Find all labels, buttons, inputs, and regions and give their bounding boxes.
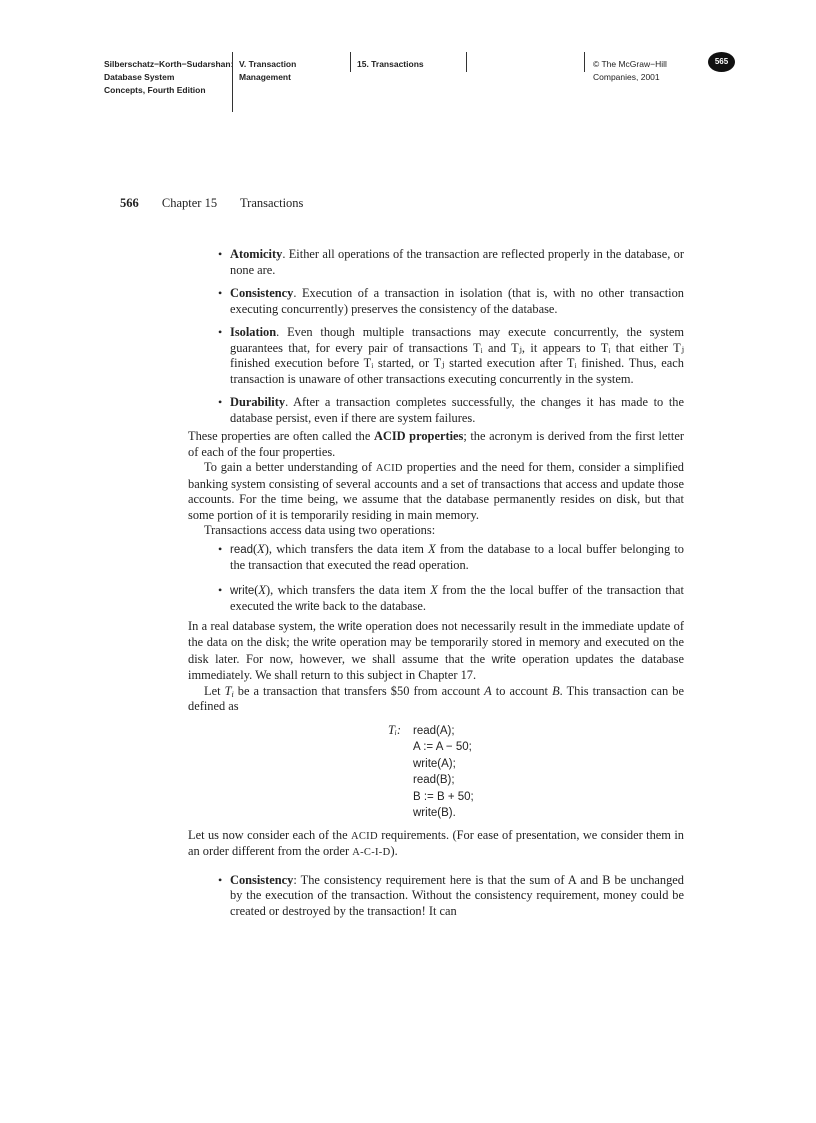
acronym: ACID <box>375 463 403 474</box>
var: A <box>484 683 492 698</box>
running-head <box>120 196 303 211</box>
text: , which transfers the data item <box>270 582 431 597</box>
text: to account <box>491 683 553 698</box>
paragraph <box>188 460 684 523</box>
requirements-list <box>188 873 684 920</box>
term: Durability <box>230 395 286 409</box>
code-text: read(A); <box>413 724 455 737</box>
item-text: . Even though multiple transactions may execute concurrently, the system guarantees that, for every pair of transactions Tᵢ and Tⱼ, it appears to Tᵢ that either Tⱼ finished execution before Tᵢ started, or Tⱼ started execution after Tᵢ finished. Thus, each transaction is unaware of other transactions executing concurrently in the system. <box>230 325 684 386</box>
operations-list <box>188 542 684 616</box>
text: properties and the need for them, consider a simplified banking system consisting of several accounts and a set of transactions that access and update those accounts. For the time being, we assume that the database permanently resides on disk, but that some portion of it is temporarily residing in main memory. <box>188 460 684 522</box>
code-text: write(B). <box>413 807 456 819</box>
op-write: write <box>491 653 516 666</box>
page-number-badge: 565 <box>708 52 735 72</box>
paragraph <box>188 684 684 715</box>
text: In a real database system, the <box>188 618 338 633</box>
text: from the database to a local buffer belonging to the transaction that executed the <box>230 541 685 572</box>
text: operation does not necessarily result in the immediate update of the data on the disk; the <box>188 618 684 649</box>
header-line: 15. Transactions <box>357 59 424 69</box>
text: These properties are often called the <box>188 429 374 443</box>
header-line: Database System <box>104 72 175 82</box>
item-text: . Execution of a transaction in isolation (that is, with no other transaction executing concurrently) preserves the consistency of the database. <box>230 286 684 316</box>
op-read: read <box>392 560 416 572</box>
text: Let us now consider each of the <box>188 827 351 842</box>
list-item <box>188 286 684 317</box>
code-text: B := B + 50; <box>413 790 474 803</box>
text: operation. <box>415 558 469 572</box>
term: Consistency <box>230 872 294 887</box>
list-item <box>188 873 684 920</box>
code-label: Tᵢ: <box>388 722 401 737</box>
text: . This transaction can be defined as <box>188 683 684 713</box>
op-read: read <box>230 543 254 556</box>
text: To gain a better understanding of <box>204 460 376 474</box>
text: ; the acronym is derived from the first letter of each of the four properties. <box>188 429 684 459</box>
op-write: write <box>295 601 320 613</box>
var: B <box>552 683 560 698</box>
header-line: Management <box>239 72 291 82</box>
acid-list <box>188 247 684 426</box>
paragraph <box>188 619 684 684</box>
term: ACID properties <box>373 429 464 443</box>
paragraph: Transactions access data using two operations: <box>204 523 436 537</box>
header-line: Companies, 2001 <box>593 72 660 82</box>
list-item: • read(X), which transfers the data item X from the database to a local buffer belonging to the transaction that executed the read operation. <box>188 542 684 575</box>
header-publisher <box>584 52 704 82</box>
op-write: write <box>337 620 363 633</box>
code-text: A := A − 50; <box>413 741 472 753</box>
paragraph <box>188 828 684 861</box>
item-text: . After a transaction completes successfully, the changes it has made to the database persist, even if there are system failures. <box>230 395 684 425</box>
code-line <box>388 739 684 756</box>
text: , which transfers the data item <box>268 541 429 556</box>
header-part <box>232 52 350 112</box>
chapter-title: Transactions <box>239 196 304 210</box>
paragraph <box>188 429 684 460</box>
code-line <box>388 756 684 773</box>
list-item <box>188 325 684 387</box>
item-text: : The consistency requirement here is that the sum of A and B be unchanged by the execution of the transaction. Without the consistency requirement, money could be created or destroyed by the transaction! It can <box>230 872 684 918</box>
term: Atomicity <box>230 247 283 261</box>
code-line <box>388 723 684 740</box>
list-item: • write(X), which transfers the data item X from the the local buffer of the transaction that executed the write back to the database. <box>188 583 684 616</box>
list-item <box>188 247 684 278</box>
var: X <box>430 582 438 597</box>
acronym: A-C-I-D <box>352 847 391 858</box>
term: Isolation <box>230 325 277 339</box>
code-text: write(A); <box>413 757 456 770</box>
transaction-code <box>188 723 684 822</box>
term: Consistency <box>230 286 294 300</box>
var: X <box>257 541 265 556</box>
header-line: Concepts, Fourth Edition <box>104 85 206 95</box>
acronym: ACID <box>351 830 378 842</box>
text: ). <box>390 844 398 858</box>
op-write: write <box>230 584 255 597</box>
list-item <box>188 395 684 426</box>
header-book-title <box>104 52 232 112</box>
header-line: V. Transaction <box>239 59 297 69</box>
text: from the the local buffer of the transaction that executed the <box>230 582 684 613</box>
text: operation may be temporarily stored in memory and executed on the disk later. For now, however, we shall assume that the <box>188 635 684 666</box>
code-line <box>388 772 684 789</box>
var: X <box>258 582 266 597</box>
op-write: write <box>312 637 337 649</box>
code-text: read(B); <box>413 774 455 786</box>
text: Let <box>204 683 225 698</box>
header-line: Silberschatz−Korth−Sudarshan: <box>104 59 234 69</box>
body-text <box>188 247 684 919</box>
text: back to the database. <box>319 599 426 613</box>
var: X <box>428 541 436 556</box>
code-line <box>388 805 684 822</box>
page-number: 566 <box>120 196 139 210</box>
chapter-label: Chapter 15 <box>161 196 218 210</box>
header-chapter <box>350 52 466 72</box>
text: requirements. (For ease of presentation, we consider them in an order different from the order <box>188 827 684 858</box>
var: $T_i$ <box>224 683 234 699</box>
header-empty <box>466 52 584 72</box>
item-text: . Either all operations of the transaction are reflected properly in the database, or none are. <box>230 247 684 277</box>
text: be a transaction that transfers $50 from account <box>233 683 485 698</box>
code-line <box>388 789 684 806</box>
header-line: © The McGraw−Hill <box>593 59 667 69</box>
text: operation updates the database immediately. We shall return to this subject in Chapter 17. <box>188 651 685 682</box>
